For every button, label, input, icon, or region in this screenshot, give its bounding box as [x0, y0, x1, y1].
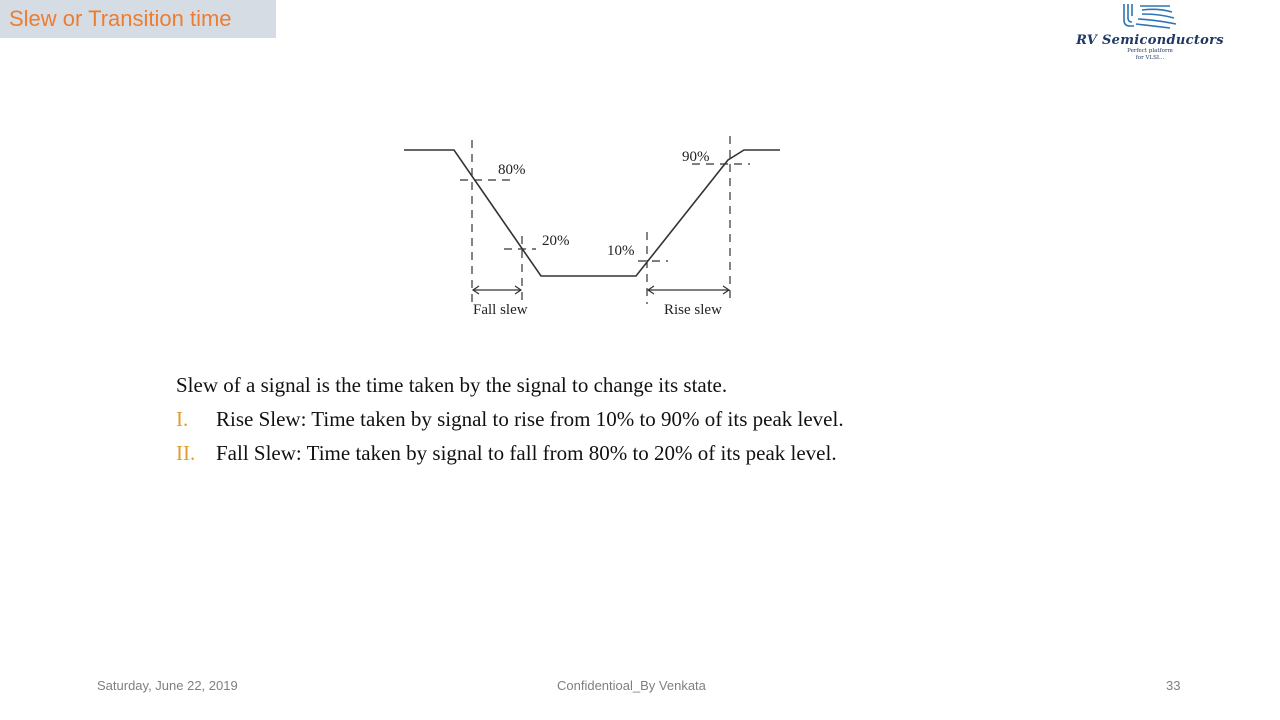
slew-waveform-diagram: [400, 132, 785, 324]
logo-tagline-line1: Perfect platform: [1127, 48, 1173, 54]
page-number: 33: [1166, 678, 1181, 693]
title-bar: [0, 0, 276, 38]
footer-confidential: Confidentioal_By Venkata: [557, 678, 706, 693]
rise-slew-label: Rise slew: [664, 302, 722, 318]
logo-tagline-line2: for VLSI...: [1135, 55, 1165, 61]
company-logo: [1055, 0, 1245, 64]
label-10-percent: 10%: [607, 243, 635, 259]
fall-slew-label: Fall slew: [473, 302, 528, 318]
list-text: Rise Slew: Time taken by signal to rise from 10% to 90% of its peak level.: [216, 407, 844, 431]
slide-title: Slew or Transition time: [9, 6, 232, 31]
slide-body: [176, 368, 1076, 470]
label-90-percent: 90%: [682, 149, 710, 165]
footer-date: Saturday, June 22, 2019: [97, 678, 238, 693]
list-item: [176, 436, 1076, 470]
label-80-percent: 80%: [498, 162, 526, 178]
logo-name: RV Semiconductors: [1076, 33, 1224, 48]
list-number: II.: [176, 441, 196, 465]
list-number: I.: [176, 407, 189, 431]
list-text: Fall Slew: Time taken by signal to fall from 80% to 20% of its peak level.: [216, 441, 837, 465]
label-20-percent: 20%: [542, 233, 570, 249]
list-item: [176, 402, 1076, 436]
signal-waveform: [404, 150, 780, 276]
logo-mark-icon: [1118, 2, 1182, 32]
intro-text: Slew of a signal is the time taken by the signal to change its state.: [176, 373, 728, 397]
logo-tagline: [1055, 48, 1245, 62]
